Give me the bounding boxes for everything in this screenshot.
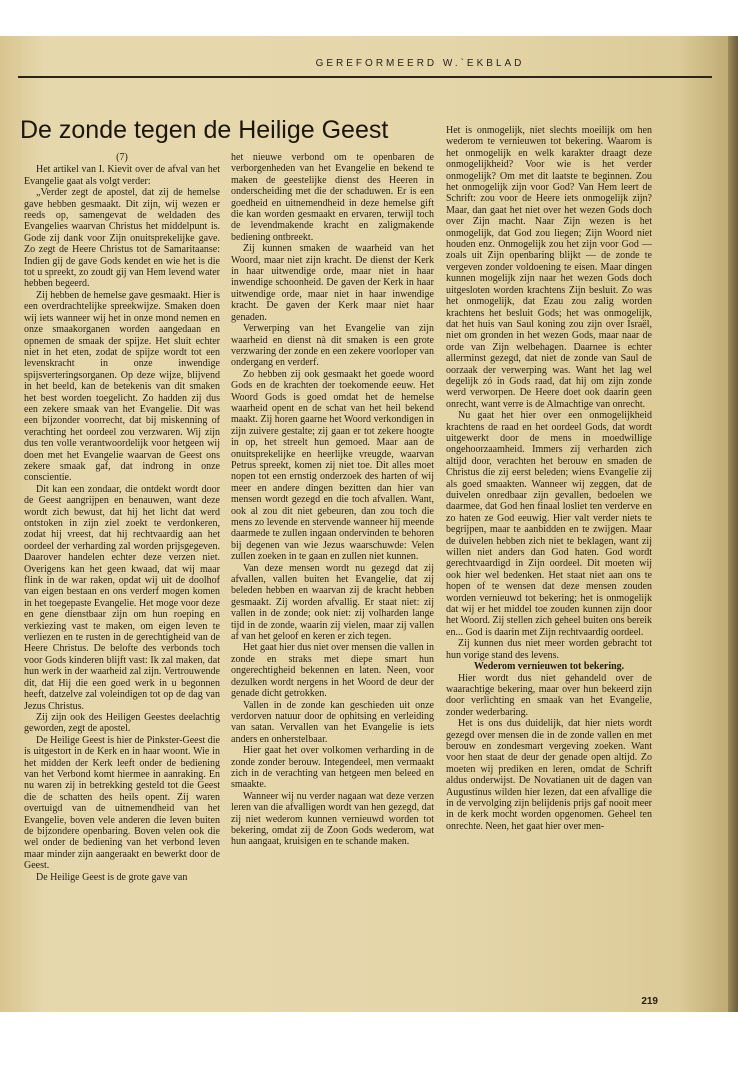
paragraph: Nu gaat het hier over een onmogelijkheid krachtens de raad en het oordeel Gods, dat wordt uitgewerkt door de mens in moedwillige ongehoorzaamheid. Immers zij verharden zich altijd door, verachten het berouw en smaden de Christus die zij eerst beleden; wiens Evangelie zij als goed smaakten. Wanneer wij zeggen, dat de duivelen onredbaar zijn gevallen, bedoelen we daarmee, dat God hen finaal losliet ten verderve en zo haten ze God eeuwig. Hier valt verder niets te begrijpen, maar te aanbidden en te zwijgen. Maar de duivelen hebben zich niet te beklagen, want zij willen niet anders dan God haten. God wordt gerechtvaardigd in Zijn oordeel. Dit moeten wij ook hier wel bedenken. Het staat niet aan ons te hopen of te wensen dat deze mensen zouden worden vernieuwd tot bekering; het is onmogelijk dat wij er het middel toe zouden kunnen zijn door het Woord. Zij stellen zich geheel buiten ons bereik en... God is daarin met Zijn rechtvaardig oordeel. [446,410,652,638]
paragraph: Dit kan een zondaar, die ontdekt wordt door de Geest aangrijpen en benauwen, want deze wordt zich bewust, dat hij het licht dat werd ontstoken in zijn ziel zoekt te verdonkeren, zodat hij vreest, dat hij rechtvaardig aan het oordeel der verharding zal worden prijsgegeven. Daarover handelen echter deze verzen niet. Overigens kan het geen kwaad, dat wij maar flink in de war raken, opdat wij uit de doolhof van eigen bestaan en ons verderf mogen komen in het toegepaste Evangelie. Het moge voor deze en gene dienstbaar zijn om hun roeping en verkiezing vast te maken, om eigen leven te verliezen en te rusten in de gerechtigheid van de Heere Christus. De belofte des verbonds toch voor Gods kinderen blijft vast: Ik zal maken, dat hun werk in der waarheid zal zijn. Vertrouwende dit, dat Hij die een goed werk in u begonnen heeft, datzelve zal voleindigen tot op de dag van Jezus Christus. [24,483,220,712]
scan-bottom-margin [0,1012,738,1068]
paragraph: Verwerping van het Evangelie van zijn waarheid en dienst nà dit smaken is een grote verzwaring der zonde en een zekere voorloper van ondergang en verderf. [231,323,434,369]
column-2 [231,152,434,848]
paragraph: het nieuwe verbond om te openbaren de verborgenheden van het Evangelie en bekend te maken de geestelijke dienst des Heeren in onderscheiding met die der schaduwen. Er is een goedheid en uitnemendheid in deze hemelse gift die kan worden gesmaakt en ervaren, terwijl toch de levendmakende kracht en zaligmakende bediening ontbreekt. [231,152,434,243]
article-title: De zonde tegen de Heilige Geest [20,116,389,144]
paragraph: Zij zijn ook des Heiligen Geestes deelachtig geworden, zegt de apostel. [24,711,220,735]
paragraph: Het is ons dus duidelijk, dat hier niets wordt gezegd over mensen die in de zonde vallen en met berouw en zondesmart vergeving zoeken. Want voor hen staat de deur der genade open altijd. Zo moeten wij prediken en leren, omdat de Schrift aldus onderwijst. De Novatianen uit de dagen van Augustinus wilden hier lezen, dat een afvallige die in de vervolging zijn belijdenis prijs gaf nooit meer in de kerk mocht worden opgenomen. Geheel ten onrechte. Neen, het gaat hier over men- [446,718,652,832]
paragraph: Het artikel van I. Kievit over de afval van het Evangelie gaat als volgt verder: [24,164,220,187]
paragraph: Wanneer wij nu verder nagaan wat deze verzen leren van die afvalligen wordt van hen gezegd, dat zij niet wederom kunnen vernieuwd worden tot bekering, omdat zij de Zoon Gods wederom, wat hun aangaat, kruisigen en te schande maken. [231,790,434,848]
paragraph: Zij kunnen dus niet meer worden gebracht tot hun vorige stand des levens. [446,638,652,661]
page-number: 219 [641,996,658,1007]
paragraph: Zij kunnen smaken de waarheid van het Woord, maar niet zijn kracht. De dienst der Kerk in haar uitwendige orde, maar niet in haar inwendige schoonheid. De gaven der Kerk in haar uitwendige orde, maar niet in haar inwendige kracht. De gaven der Kerk maar niet haar genaden. [231,243,434,323]
paragraph: De Heilige Geest is de grote gave van [36,871,188,883]
paragraph: Van deze mensen wordt nu gezegd dat zij afvallen, vallen buiten het Evangelie, dat zij beleden hebben en waarvan zij de kracht hebben gesmaakt. Zij worden afvallig. Er staat niet: zij vallen in de zonde; ook niet: zij volharden lange tijd in de zonde, waarin zij vielen, maar zij vallen af van het geloof en keren er zich tegen. [231,562,434,643]
paragraph: Vallen in de zonde kan geschieden uit onze verdorven natuur door de ophitsing en verleiding van satan. Vervallen van het Evangelie is iets anders en onherstelbaar. [231,699,434,745]
section-heading: Wederom vernieuwen tot bekering. [473,661,625,673]
page-edge-shadow [728,36,738,1012]
header-rule [18,76,712,78]
paragraph: Het is onmogelijk, niet slechts moeilijk om hen wederom te vernieuwen tot bekering. Waarom is het onmogelijk en welk karakter draagt deze onmogelijkheid? Voor wie is het verder onmogelijk? Om met dit laatste te beginnen. Zou het onmogelijk zijn voor God? Van Hem leert de Schrift: zou voor de Heere iets onmogelijk zijn? Maar, dan gaat het niet over het wezen Gods doch over Zijn macht. Naar Zijn wezen is het onmogelijk, dat God zou liegen; Zijn Woord niet houden enz. Onmogelijk zou het zijn voor God — zoals uit Zijn openbaring blijkt — de zonde te vergeven zonder voldoening te eisen. Maar dingen kunnen mogelijk zijn naar het wezen Gods doch uitgesloten worden krachtens Zijn besluit. Zo was het onmogelijk, dat Ezau zou zalig worden krachtens het besluit Gods; het was onmogelijk, dat het huis van Saul koning zou zijn over Israël, niet om gronden in het wezen Gods, maar naar de orde van Zijn welbehagen. Daarnee is echter allerminst gezegd, dat niet de zonde van Saul de oorzaak der verwerping was. Want het lag wel degelijk zó in Gods raad, dat hij om zijn zonde werd verworpen. De Heere doet ook daarin geen onrecht, want verre is de Almachtige van onrecht. [446,125,652,410]
paragraph: Het gaat hier dus niet over mensen die vallen in zonde en straks met diepe smart hun ongerechtigheid bekennen en laten. Neen, voor dezulken wordt nergens in het Woord de deur der genade dicht getrokken. [231,642,434,700]
article-subtitle: (7) [116,152,128,163]
paragraph: Zij hebben de hemelse gave gesmaakt. Hier is een overdrachtelijke spreekwijze. Smaken doen wij iets wanneer wij het in onze mond nemen en onze smaakorganen worden aangedaan en opnemen de smaak der spijze. Het sluit echter niet in het eten, zodat de spijze wordt tot een levenskracht in onze inwendige spijsverteringsorganen. Op deze wijze, blijvend in het beeld, kan de betekenis van dit smaken het best worden toegelicht. Zo hadden zij dus een zekere smaak van het Evangelie. Dit was een bijzonder voorrecht, dat bij miskenning of verachting het oordeel zou verzwaren. Wij zijn dus ten volle verantwoordelijk voor hetgeen wij doen met het Evangelie waarvan de Geest ons zekere smaak gaf, dat indrong in onze conscientie. [24,289,220,484]
paragraph: Hier gaat het over volkomen verharding in de zonde zonder berouw. Integendeel, men vermaakt zich in de verachting van hetgeen men beleed en smaakte. [231,745,434,791]
paragraph: De Heilige Geest is hier de Pinkster-Geest die is uitgestort in de Kerk en in haar woont. Wie in het midden der Kerk leeft onder de bediening van het Verbond komt hiermee in aanraking. En nu waren zij in betrekking gesteld tot die Geest die de schatten des heils opent. Zij waren overtuigd van de uitnemendheid van het Evangelie, boven vele anderen die leven buiten de bijzondere openbaring. Boven velen ook die wel onder de bediening van het verbond leven maar minder zijn aangeraakt en bewerkt door de Geest. [24,734,220,872]
scan-top-margin [0,0,738,36]
paragraph: Zo hebben zij ook gesmaakt het goede woord Gods en de krachten der toekomende eeuw. Het Woord Gods is goed omdat het de hemelse waarheid opent en de schat van het heil bekend maakt. Zij horen gaarne het Woord verkondigen in zijn zuivere gestalte; zij gaan er tot zekere hoogte in op, het streelt hun gemoed. Maar aan de onuitsprekelijke en heerlijke vreugde, waarvan Petrus spreekt, komen zij niet toe. Dit alles moet nopen tot een ernstig onderzoek des harten of wij meer en andere dingen bezitten dan hier van mensen wordt gezegd en die toch afvallen. Want, ook al zou dit niet gebeuren, dan zou toch die mens zo levende en stervende wanneer hij meende daarmede te zullen ingaan ondervinden te behoren bij degenen van wie Jezus waarschuwde: Velen zullen zoeken in te gaan en zullen niet kunnen. [231,368,434,563]
running-header: GEREFORMEERD W.`EKBLAD [315,58,525,69]
column-3 [446,125,652,832]
paragraph: „Verder zegt de apostel, dat zij de hemelse gave hebben gesmaakt. Dit zijn, wij wezen er reeds op, samengevat de weldaden des Evangelies waarvan Christus het middelpunt is. Gode zij dank voor Zijn onuitsprekelijke gave. Zo zegt de Heere Christus tot de Samaritaanse: Indien gij de gave Gods kendet en wie het is die tot u spreekt, zo zoudt gij van Hem levend water hebben begeerd. [24,187,220,290]
column-1 [24,152,220,883]
paragraph: Hier wordt dus niet gehandeld over de waarachtige bekering, maar over hun bekeerd zijn door verlichting en smaak van het Evangelie, zonder wederbaring. [446,672,652,718]
